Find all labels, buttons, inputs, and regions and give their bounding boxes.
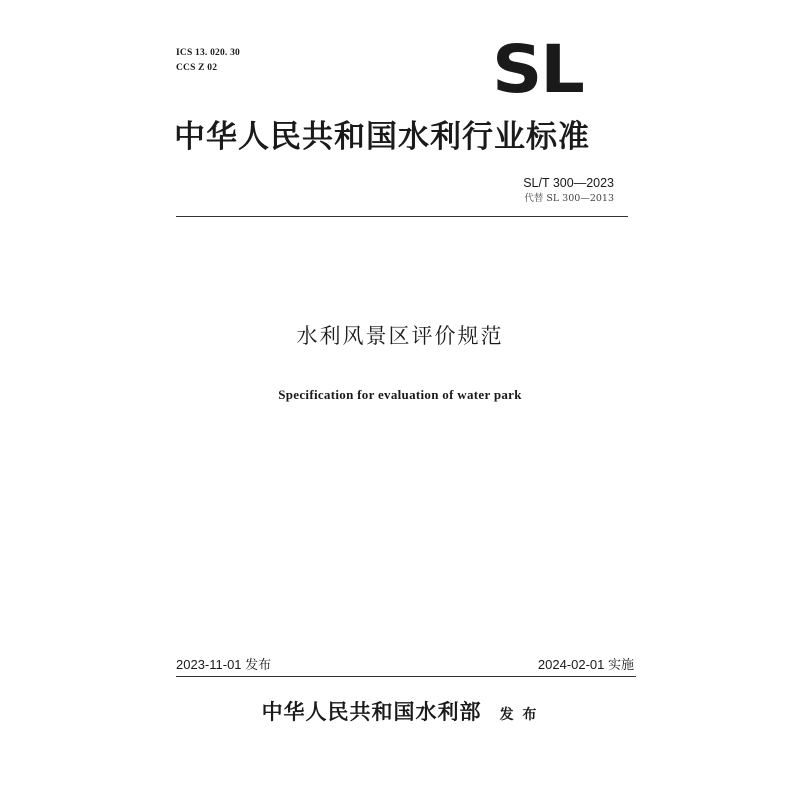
standard-number-text: SL/T 300—2023 [523, 176, 614, 190]
classification-codes [176, 46, 240, 76]
publisher-name: 中华人民共和国水利部 [261, 699, 482, 724]
document-title-cn: 水利风景区评价规范 [296, 324, 504, 348]
bottom-divider [176, 676, 636, 677]
publish-action: 发 布 [499, 707, 539, 723]
sl-logo-text: SL [492, 31, 583, 108]
issue-date: 2023-11-01 发布 [176, 657, 272, 672]
publisher-line [0, 697, 800, 727]
document-title-en: Specification for evaluation of water park [278, 387, 522, 402]
sl-logo [492, 31, 600, 108]
top-divider [176, 216, 628, 217]
implementation-date: 2024-02-01 实施 [537, 657, 634, 672]
standard-number [523, 175, 614, 191]
ics-code: ICS 13. 020. 30 [176, 48, 240, 58]
replaces-note: 代替 SL 300—2013 [524, 193, 614, 204]
ccs-code: CCS Z 02 [176, 63, 218, 73]
standard-category-title: 中华人民共和国水利行业标准 [174, 119, 590, 155]
